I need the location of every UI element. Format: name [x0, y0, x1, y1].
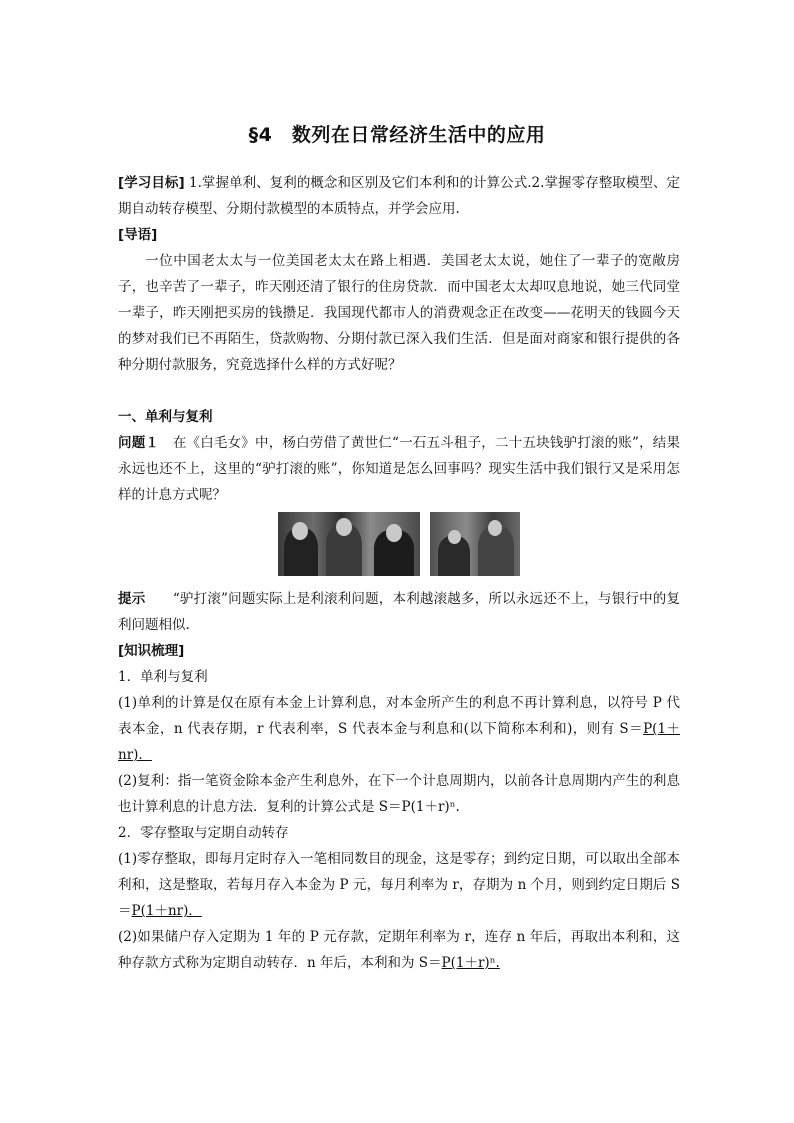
learning-goals [118, 170, 680, 222]
question-text: 在《白毛女》中，杨白劳借了黄世仁“一石五斗租子，二十五块钱驴打滚的账”，结果永远也还不上，这里的“驴打滚的账”，你知道是怎么回事吗？现实生活中我们银行又是采用怎样的计息方式呢？ [118, 435, 681, 503]
film-stills [118, 512, 680, 576]
zero-deposit-formula: P(1＋nr)． [131, 903, 202, 919]
goals-text: 1.掌握单利、复利的概念和区别及它们本利和的计算公式.2.掌握零存整取模型、定期自动转存模型、分期付款模型的本质特点，并学会应用. [118, 175, 680, 217]
question-1 [118, 430, 680, 508]
hint [118, 586, 680, 638]
question-label: 问题１ [118, 435, 160, 451]
item1-paragraph1 [118, 690, 680, 768]
item2-p1-text: (1)零存整取，即每月定时存入一笔相同数目的现金，这是零存；到约定日期，可以取出全部本利和，这是整取，若每月存入本金为 P 元，每月利率为 r，存期为 n 个月，则到约定日期后 S＝ [118, 851, 680, 919]
item1-paragraph2: (2)复利：指一笔资金除本金产生利息外，在下一个计息周期内，以前各计息周期内产生的利息也计算利息的计息方法．复利的计算公式是 S＝P(1＋r)ⁿ. [118, 773, 680, 815]
spacer [118, 378, 680, 404]
item2-p2-text: (2)如果储户存入定期为 1 年的 P 元存款，定期年利率为 r，连存 n 年后，再取出本利和，这种存款方式称为定期自动转存．n 年后，本利和为 S＝ [118, 929, 680, 971]
intro-label: [导语] [118, 227, 158, 243]
goals-label: [学习目标] [118, 175, 185, 191]
hint-text: “驴打滚”问题实际上是利滚利问题，本利越滚越多，所以永远还不上，与银行中的复利问题相似. [118, 591, 681, 633]
auto-renew-formula: P(1＋r)ⁿ. [441, 955, 500, 971]
item2-heading: 2．零存整取与定期自动转存 [118, 825, 289, 841]
film-still-image-2 [430, 512, 520, 576]
item2-paragraph1 [118, 846, 680, 924]
document-body [118, 170, 680, 976]
intro-text: 一位中国老太太与一位美国老太太在路上相遇．美国老太太说，她住了一辈子的宽敞房子，也辛苦了一辈子，昨天刚还清了银行的住房贷款．而中国老太太却叹息地说，她三代同堂一辈子，昨天刚把买房的钱攒足．我国现代都市人的消费观念正在改变——花明天的钱圆今天的梦对我们已不再陌生，贷款购物、分期付款已深入我们生活．但是面对商家和银行提供的各种分期付款服务，究竟选择什么样的方式好呢？ [118, 253, 680, 373]
simple-interest-formula: P(1＋nr)． [118, 721, 680, 763]
item1-p1-text: (1)单利的计算是仅在原有本金上计算利息，对本金所产生的利息不再计算利息，以符号 P 代表本金，n 代表存期，r 代表利率，S 代表本金与利息和(以下简称本利和)，则有 S＝ [118, 695, 680, 737]
item2-paragraph2 [118, 924, 680, 976]
film-still-image-1 [278, 512, 420, 576]
item1-heading: 1．单利与复利 [118, 669, 208, 685]
knowledge-label: [知识梳理] [118, 643, 185, 659]
hint-label: 提示 [118, 591, 146, 607]
section1-heading: 一、单利与复利 [118, 409, 213, 425]
page-title: §4 数列在日常经济生活中的应用 [248, 124, 546, 146]
